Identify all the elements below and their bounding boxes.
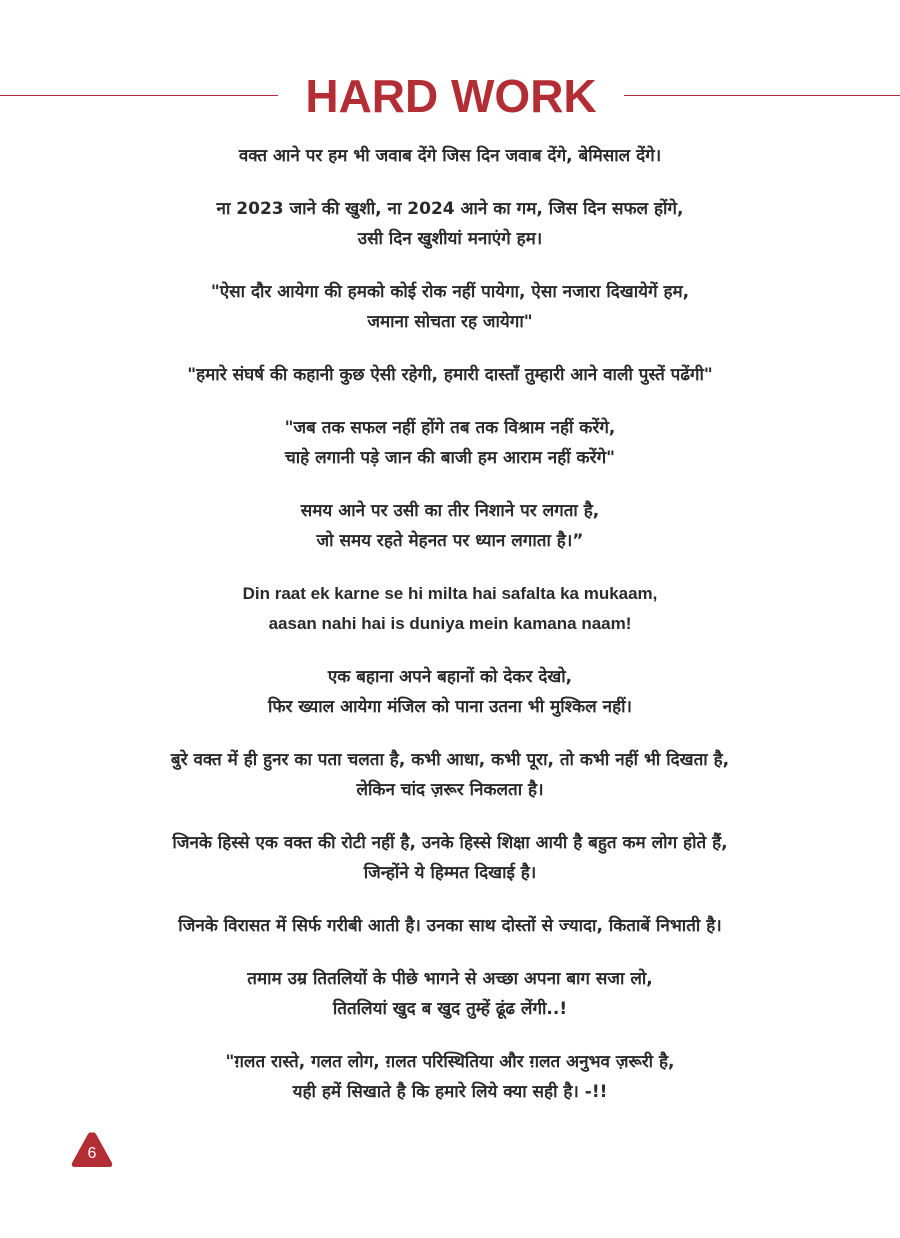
quote-line: तितलियां खुद ब खुद तुम्हें ढूंढ लेंगी..! [332,999,568,1019]
page-number: 6 [87,1145,97,1162]
title-rule-right [624,95,900,96]
quote-line: फिर ख्याल आयेगा मंजिल को पाना उतना भी मुश्किल नहीं। [268,697,632,717]
quote-line: एक बहाना अपने बहानों को देकर देखो, [327,667,573,687]
quote-stanza [40,194,860,254]
quote-line: "जब तक सफल नहीं होंगे तब तक विश्राम नहीं करेंगे, [284,418,616,438]
quote-line: बुरे वक्त में ही हुनर का पता चलता है, कभी आधा, कभी पूरा, तो कभी नहीं भी दिखता है, [170,750,730,770]
quote-line: Din raat ek karne se hi milta hai safalta ka mukaam, [242,584,658,603]
quote-stanza [40,911,860,941]
page-number-badge [70,1129,114,1169]
quote-stanza [40,828,860,888]
quote-line: जमाना सोचता रह जायेगा" [367,312,533,332]
quote-line: यही हमें सिखाते है कि हमारे लिये क्या सही है। -!! [292,1082,608,1102]
quote-stanza [40,964,860,1024]
quote-line: समय आने पर उसी का तीर निशाने पर लगता है, [300,501,600,521]
quote-line: लेकिन चांद ज़रूर निकलता है। [356,780,544,800]
quote-line: वक्त आने पर हम भी जवाब देंगे जिस दिन जवाब देंगे, बेमिसाल देंगे। [238,146,662,166]
quote-line: जो समय रहते मेहनत पर ध्यान लगाता है।” [316,531,584,551]
quotes-body [40,141,860,1130]
quote-line: aasan nahi hai is duniya mein kamana naam! [268,614,632,633]
quote-line: जिनके विरासत में सिर्फ गरीबी आती है। उनका साथ दोस्तों से ज्यादा, किताबें निभाती है। [178,916,722,936]
quote-line: "ग़लत रास्ते, गलत लोग, ग़लत परिस्थितिया और ग़लत अनुभव ज़रूरी है, [225,1052,675,1072]
quote-stanza [40,662,860,722]
quote-line: जिनके हिस्से एक वक्त की रोटी नहीं है, उनके हिस्से शिक्षा आयी है बहुत कम लोग होते हैं, [172,833,728,853]
quote-stanza [40,141,860,171]
quote-stanza [40,360,860,390]
quote-line: चाहे लगानी पड़े जान की बाजी हम आराम नहीं करेंगे" [284,448,615,468]
quote-line: "ऐसा दौर आयेगा की हमको कोई रोक नहीं पायेगा, ऐसा नजारा दिखायेगें हम, [210,282,690,302]
quote-stanza [40,496,860,556]
quote-stanza [40,277,860,337]
quote-stanza [40,579,860,639]
quote-stanza [40,745,860,805]
quote-line: "हमारे संघर्ष की कहानी कुछ ऐसी रहेगी, हमारी दास्ताँ तुम्हारी आने वाली पुस्तें पढेंगी" [187,365,713,385]
quote-line: जिन्होंने ये हिम्मत दिखाई है। [363,863,537,883]
quote-line: उसी दिन खुशीयां मनाएंगे हम। [357,229,543,249]
quote-stanza [40,1047,860,1107]
title-rule-left [0,95,278,96]
page-header [0,66,900,126]
quote-line: ना 2023 जाने की खुशी, ना 2024 आने का गम, जिस दिन सफल होंगे, [216,199,684,219]
page-title: HARD WORK [305,70,597,122]
quote-stanza [40,413,860,473]
quote-line: तमाम उम्र तितलियों के पीछे भागने से अच्छा अपना बाग सजा लो, [247,969,653,989]
